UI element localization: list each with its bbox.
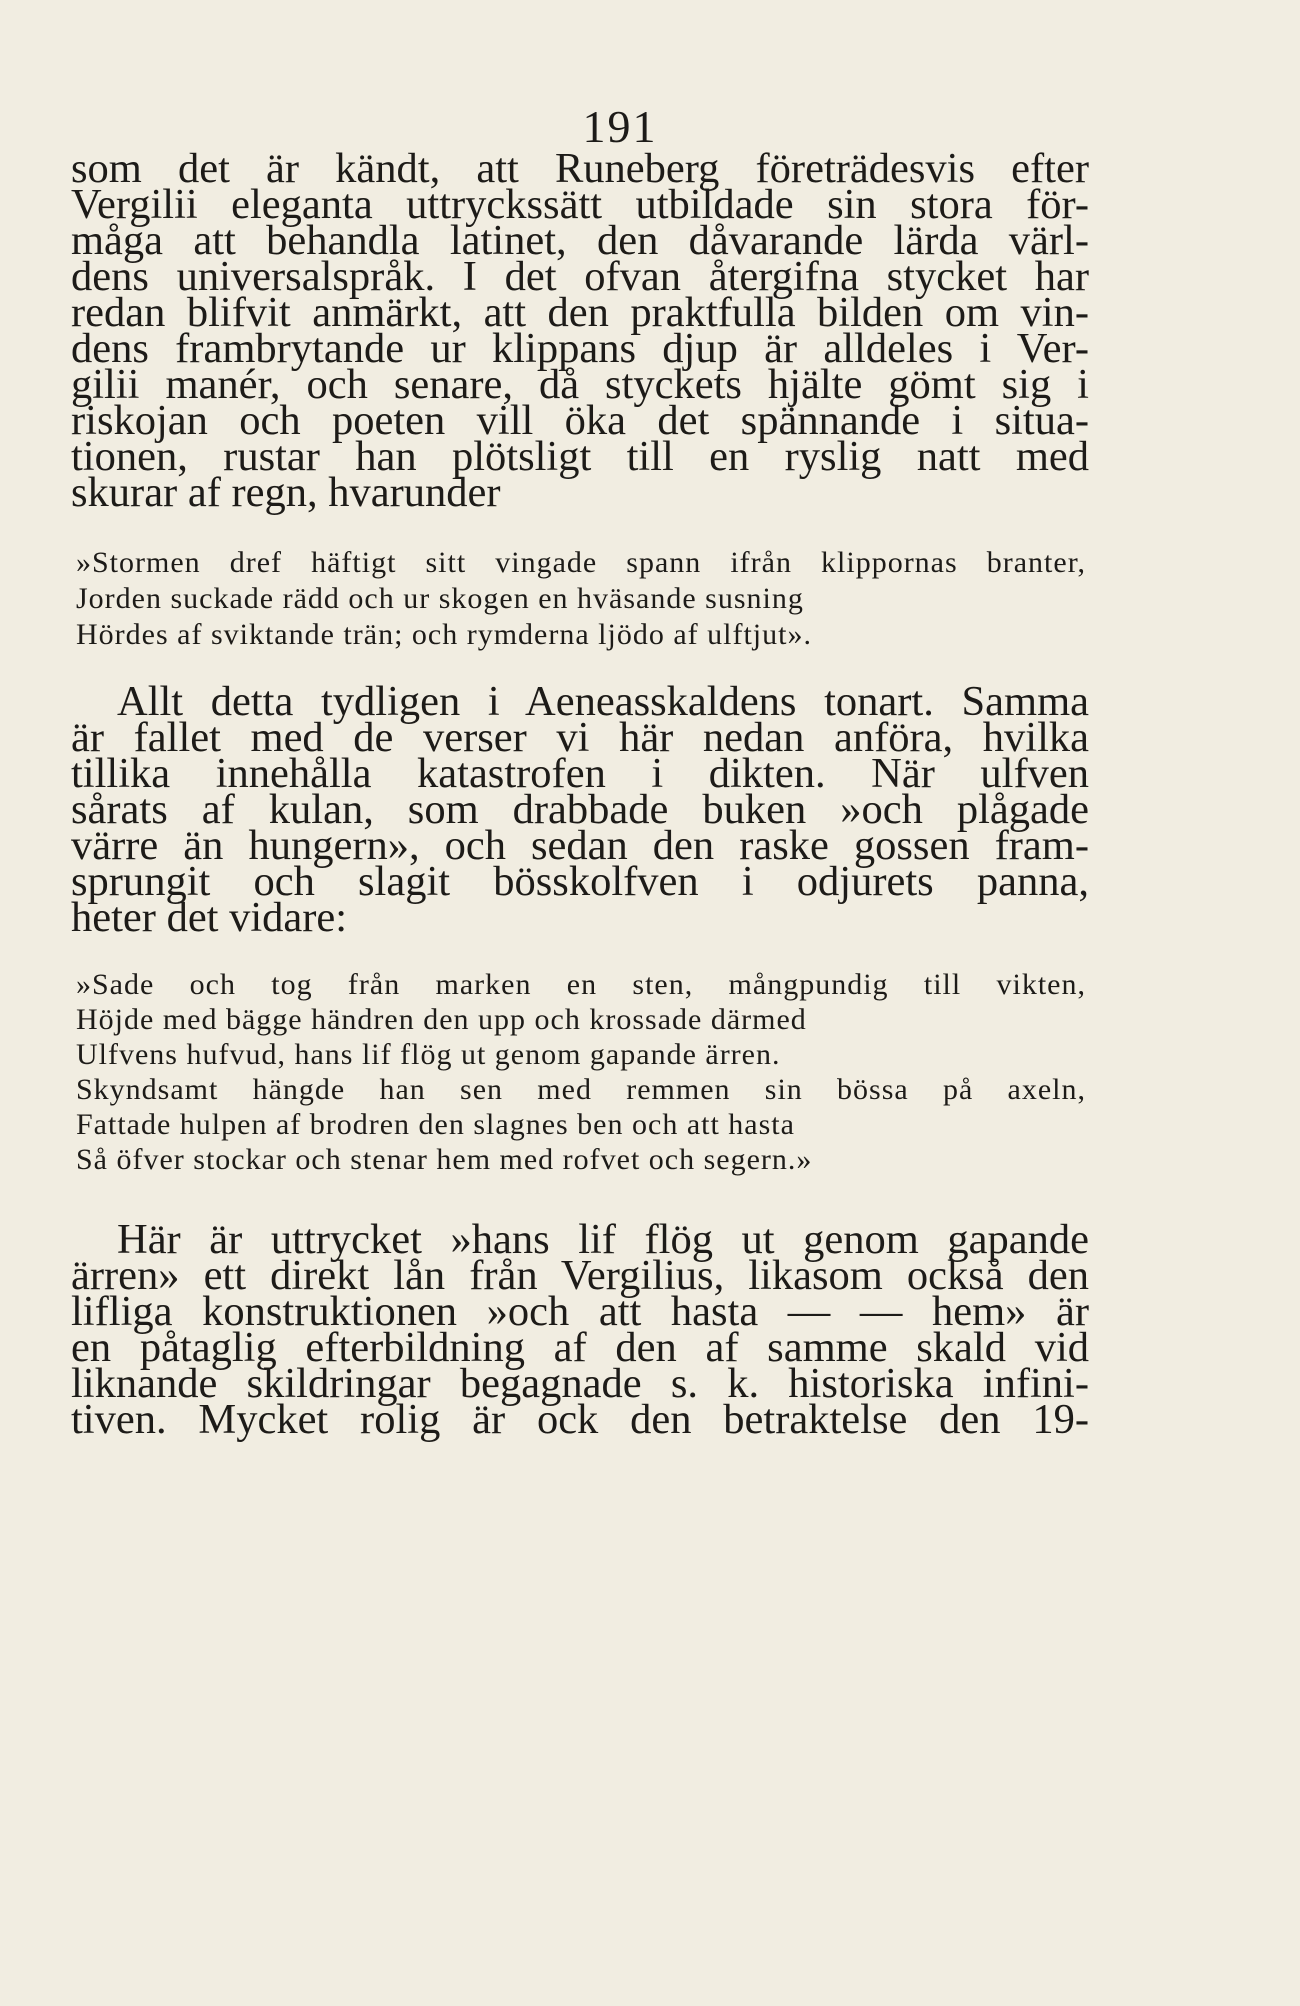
paragraph-1-line: redan blifvit anmärkt, att den praktfulla bilden om vin- <box>71 289 1089 336</box>
paragraph-2-line: Allt detta tydligen i Aeneasskaldens tonart. Samma <box>117 678 1089 725</box>
paragraph-1-line: som det är kändt, att Runeberg företrädesvis efter <box>71 145 1089 192</box>
paragraph-1-line: dens frambrytande ur klippans djup är alldeles i Ver- <box>71 325 1089 372</box>
paragraph-1-line: skurar af regn, hvarunder <box>71 469 501 516</box>
page-number: 191 <box>582 101 658 152</box>
paragraph-2-line: heter det vidare: <box>71 894 348 941</box>
paragraph-1-line: dens universalspråk. I det ofvan återgifna stycket har <box>71 253 1089 300</box>
quote-2-line: Ulfvens hufvud, hans lif flög ut genom gapande ärren. <box>76 1038 781 1071</box>
quote-2-line: Så öfver stockar och stenar hem med rofvet och segern.» <box>76 1143 813 1176</box>
paragraph-1-line: tionen, rustar han plötsligt till en ryslig natt med <box>71 433 1089 480</box>
paragraph-3-line: Här är uttrycket »hans lif flög ut genom gapande <box>117 1216 1089 1263</box>
paragraph-3-line: tiven. Mycket rolig är ock den betraktelse den 19- <box>71 1396 1089 1443</box>
paragraph-1-line: riskojan och poeten vill öka det spännande i situa- <box>71 397 1089 444</box>
paragraph-1-line: gilii manér, och senare, då styckets hjälte gömt sig i <box>71 361 1089 408</box>
paragraph-1-line: Vergilii eleganta uttryckssätt utbildade sin stora för- <box>71 181 1089 228</box>
quote-2-line: Skyndsamt hängde han sen med remmen sin bössa på axeln, <box>76 1073 1086 1106</box>
quote-1-line: Hördes af sviktande trän; och rymderna ljödo af ulftjut». <box>76 618 812 651</box>
paragraph-2-line: sårats af kulan, som drabbade buken »och plågade <box>71 786 1089 833</box>
paragraph-3-line: liknande skildringar begagnade s. k. historiska infini- <box>71 1360 1089 1407</box>
paragraph-2-line: sprungit och slagit bösskolfven i odjurets panna, <box>71 858 1089 905</box>
quote-1-line: Jorden suckade rädd och ur skogen en hväsande susning <box>76 582 804 615</box>
quote-2-line: »Sade och tog från marken en sten, mångpundig till vikten, <box>76 968 1086 1001</box>
quote-2-line: Fattade hulpen af brodren den slagnes ben och att hasta <box>76 1108 795 1141</box>
paragraph-2-line: tillika innehålla katastrofen i dikten. När ulfven <box>71 750 1089 797</box>
paragraph-3-line: en påtaglig efterbildning af den af samme skald vid <box>71 1324 1089 1371</box>
paragraph-3-line: lifliga konstruktionen »och att hasta — — hem» är <box>71 1288 1089 1335</box>
quote-2-line: Höjde med bägge händren den upp och krossade därmed <box>76 1003 807 1036</box>
paragraph-2-line: värre än hungern», och sedan den raske gossen fram- <box>71 822 1089 869</box>
paragraph-2-line: är fallet med de verser vi här nedan anföra, hvilka <box>71 714 1089 761</box>
quote-1-line: »Stormen dref häftigt sitt vingade spann ifrån klippornas branter, <box>76 546 1086 579</box>
paragraph-3-line: ärren» ett direkt lån från Vergilius, likasom också den <box>71 1252 1089 1299</box>
paragraph-1-line: måga att behandla latinet, den dåvarande lärda värl- <box>71 217 1089 264</box>
